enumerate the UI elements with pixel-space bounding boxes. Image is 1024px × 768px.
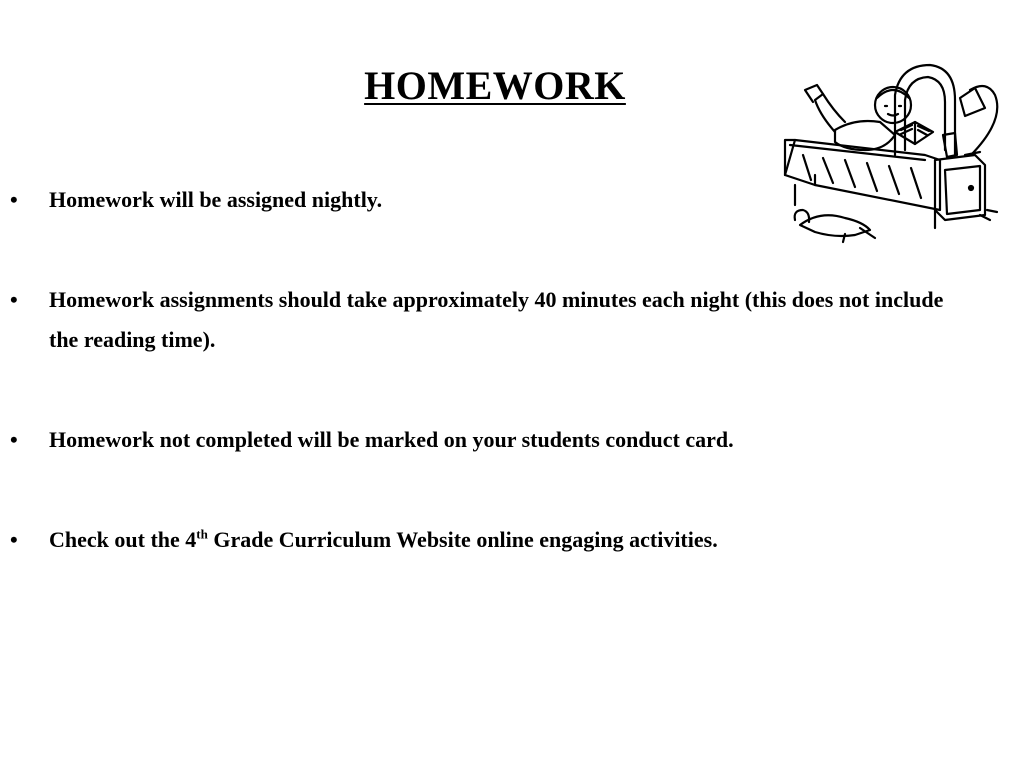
bullet-text: Homework not completed will be marked on your students conduct card. — [49, 427, 734, 452]
slide-title: HOMEWORK — [364, 63, 626, 108]
bullet-text: Homework will be assigned nightly. — [49, 187, 383, 212]
bullet-text: Homework assignments should take approximately 40 minutes each night (this does not include the reading time). — [49, 287, 944, 352]
bullet-dot: • — [10, 527, 18, 552]
bullet-text-before: Check out the 4 — [49, 527, 197, 552]
bullet-dot: • — [10, 287, 18, 312]
bullet-text-after: Grade Curriculum Website online engaging activities. — [207, 527, 718, 552]
bullet-dot: • — [10, 427, 18, 452]
bullet-dot: • — [10, 187, 18, 212]
ordinal-superscript: th — [196, 526, 208, 542]
bullet-text — [49, 520, 949, 560]
